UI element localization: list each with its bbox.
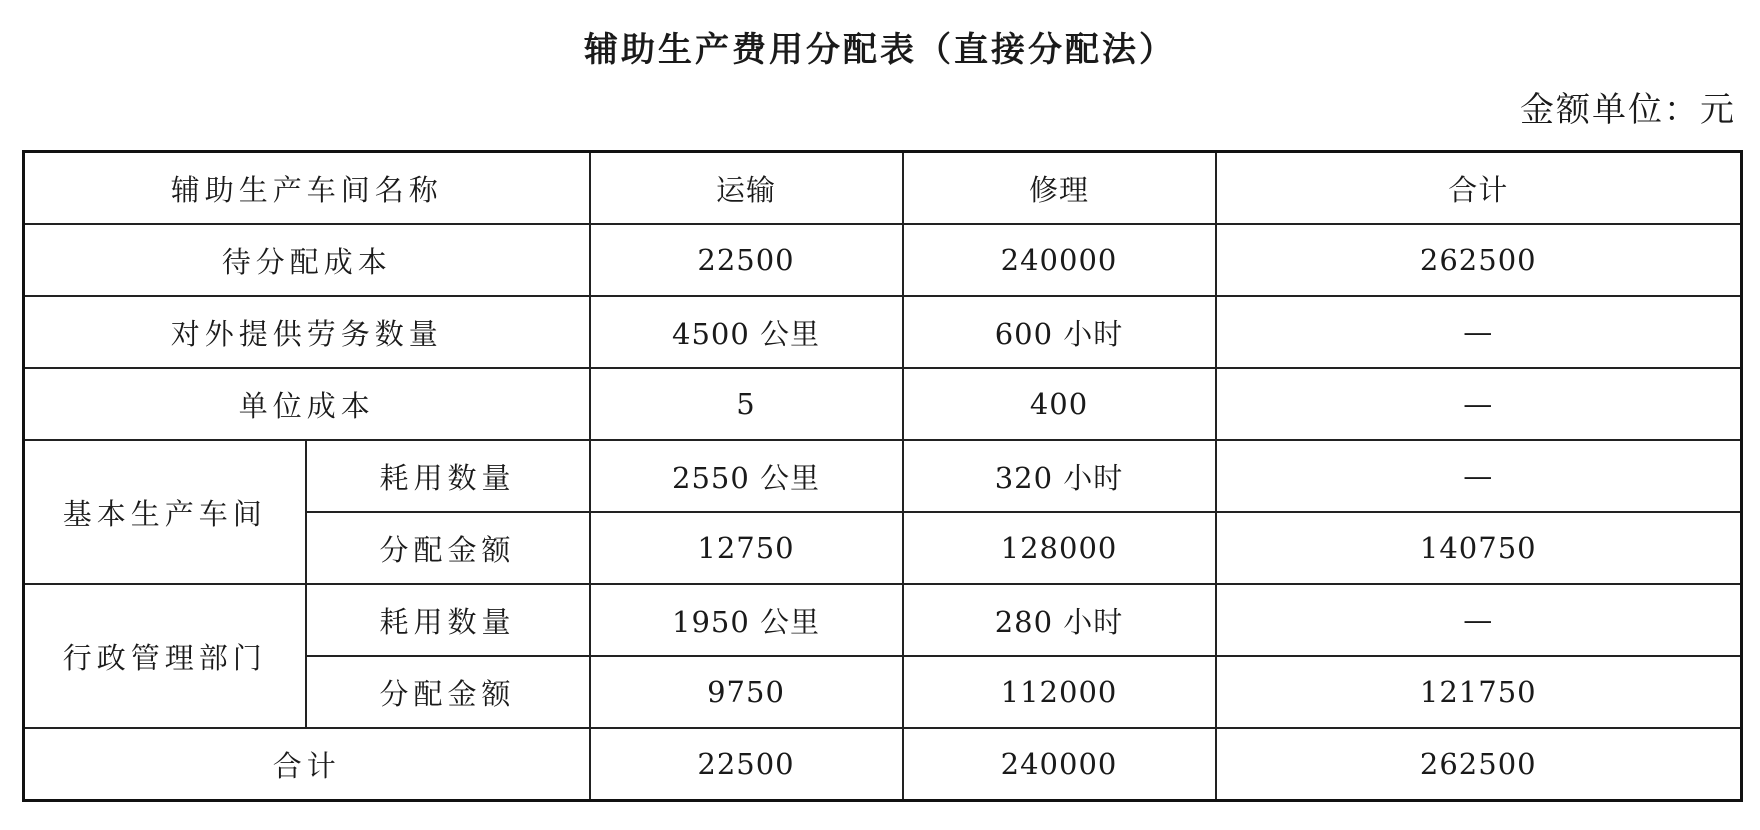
- header-repair-cell: 修理: [903, 152, 1216, 225]
- total-cell: 262500: [1216, 728, 1742, 801]
- header-transport-cell: 运输: [590, 152, 903, 225]
- sub-row-label: 耗用数量: [306, 584, 590, 656]
- group-label: 行政管理部门: [24, 584, 306, 728]
- sub-row-label: 分配金额: [306, 656, 590, 728]
- header-total-cell: 合计: [1216, 152, 1742, 225]
- sub-row-label: 耗用数量: [306, 440, 590, 512]
- transport-cell: 4500 公里: [590, 296, 903, 368]
- transport-cell: 22500: [590, 224, 903, 296]
- transport-cell: 12750: [590, 512, 903, 584]
- table-row: [24, 368, 1742, 440]
- repair-cell: 240000: [903, 224, 1216, 296]
- table-header-row: [24, 152, 1742, 225]
- transport-cell: 22500: [590, 728, 903, 801]
- transport-cell: 9750: [590, 656, 903, 728]
- total-cell: 140750: [1216, 512, 1742, 584]
- repair-cell: 240000: [903, 728, 1216, 801]
- repair-cell: 400: [903, 368, 1216, 440]
- table-row: [24, 584, 1742, 656]
- transport-cell: 5: [590, 368, 903, 440]
- repair-cell: 128000: [903, 512, 1216, 584]
- total-cell: —: [1216, 440, 1742, 512]
- unit-note: 金额单位：元: [1520, 90, 1736, 130]
- transport-cell: 1950 公里: [590, 584, 903, 656]
- total-cell: 121750: [1216, 656, 1742, 728]
- repair-cell: 600 小时: [903, 296, 1216, 368]
- total-cell: —: [1216, 584, 1742, 656]
- group-label: 基本生产车间: [24, 440, 306, 584]
- repair-cell: 280 小时: [903, 584, 1216, 656]
- page-title: 辅助生产费用分配表（直接分配法）: [584, 30, 1176, 70]
- total-cell: —: [1216, 296, 1742, 368]
- table-row: [24, 440, 1742, 512]
- allocation-table: [22, 150, 1743, 802]
- total-cell: 262500: [1216, 224, 1742, 296]
- table-row: [24, 224, 1742, 296]
- table-total-row: [24, 728, 1742, 801]
- total-cell: —: [1216, 368, 1742, 440]
- transport-cell: 2550 公里: [590, 440, 903, 512]
- row-label: 待分配成本: [24, 224, 590, 296]
- repair-cell: 112000: [903, 656, 1216, 728]
- table-row: [24, 296, 1742, 368]
- repair-cell: 320 小时: [903, 440, 1216, 512]
- row-label: 合计: [24, 728, 590, 801]
- header-name-cell: 辅助生产车间名称: [24, 152, 590, 225]
- row-label: 对外提供劳务数量: [24, 296, 590, 368]
- sub-row-label: 分配金额: [306, 512, 590, 584]
- row-label: 单位成本: [24, 368, 590, 440]
